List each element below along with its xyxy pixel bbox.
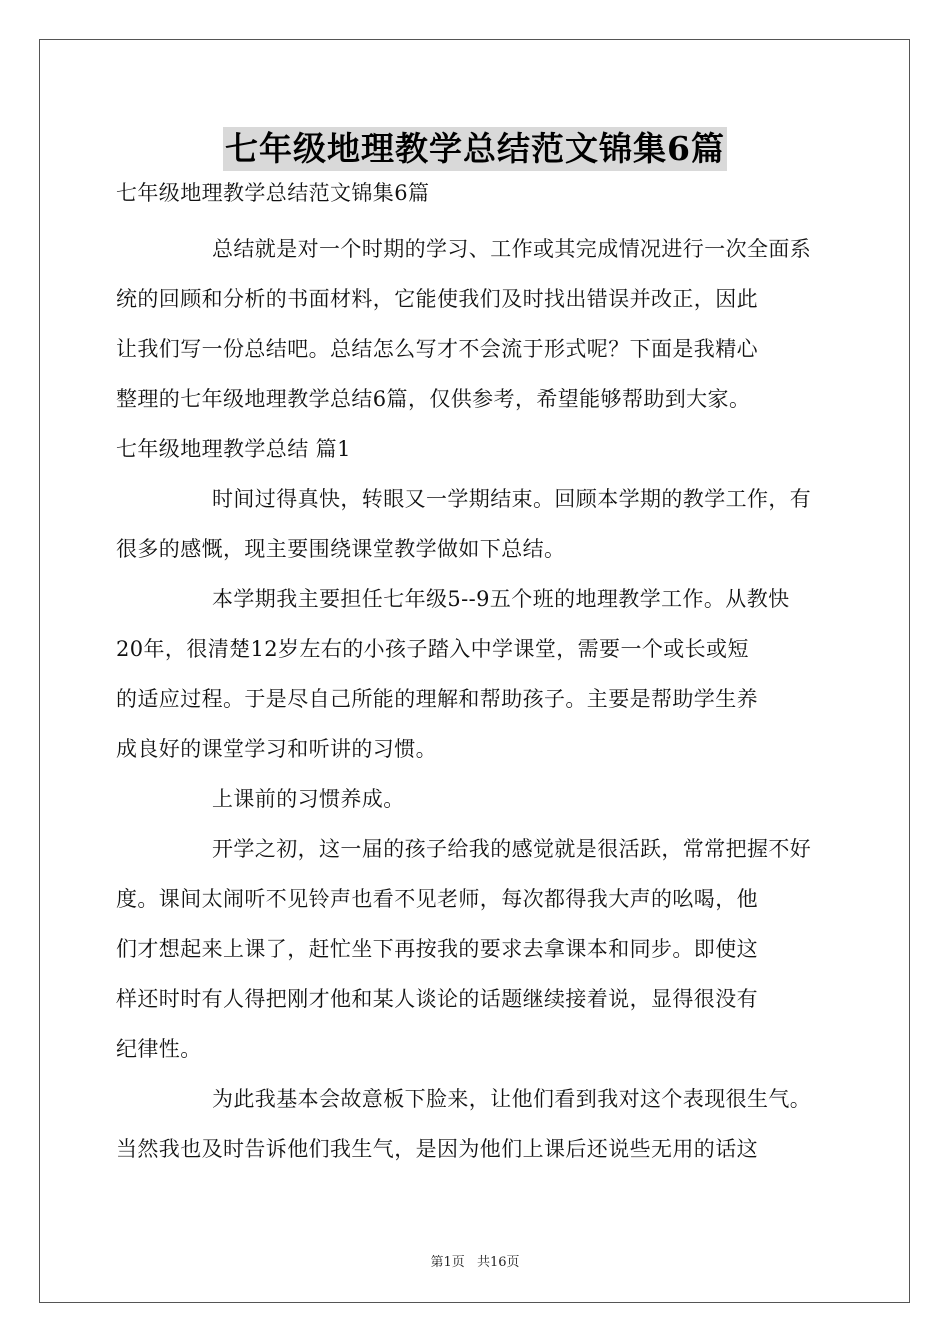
section-heading: 七年级地理教学总结 篇1 <box>116 437 351 461</box>
body-text-line: 当然我也及时告诉他们我生气，是因为他们上课后还说些无用的话这 <box>116 1137 758 1161</box>
body-text-line: 为此我基本会故意板下脸来，让他们看到我对这个表现很生气。 <box>212 1087 812 1111</box>
body-text-line: 纪律性。 <box>116 1037 202 1061</box>
body-text-line: 上课前的习惯养成。 <box>212 787 405 811</box>
body-text-line: 统的回顾和分析的书面材料，它能使我们及时找出错误并改正，因此 <box>116 287 758 311</box>
body-text-line: 开学之初，这一届的孩子给我的感觉就是很活跃，常常把握不好 <box>212 837 812 861</box>
body-text-line: 的适应过程。于是尽自己所能的理解和帮助孩子。主要是帮助学生养 <box>116 687 758 711</box>
document-title: 七年级地理教学总结范文锦集6篇 <box>223 127 727 171</box>
body-text-line: 时间过得真快，转眼又一学期结束。回顾本学期的教学工作，有 <box>212 487 812 511</box>
body-text-line: 总结就是对一个时期的学习、工作或其完成情况进行一次全面系 <box>212 237 812 261</box>
body-text-line: 样还时时有人得把刚才他和某人谈论的话题继续接着说，显得很没有 <box>116 987 758 1011</box>
body-text-line: 成良好的课堂学习和听讲的习惯。 <box>116 737 437 761</box>
body-text-line: 很多的感慨，现主要围绕课堂教学做如下总结。 <box>116 537 566 561</box>
body-text-line: 20年，很清楚12岁左右的小孩子踏入中学课堂，需要一个或长或短 <box>116 637 749 661</box>
body-text-line: 本学期我主要担任七年级5--9五个班的地理教学工作。从教快 <box>212 587 790 611</box>
page-footer <box>0 1251 950 1270</box>
page-number-current: 第1页 <box>430 1255 465 1270</box>
body-text-line: 整理的七年级地理教学总结6篇，仅供参考，希望能够帮助到大家。 <box>116 387 751 411</box>
body-text-line: 度。课间太闹听不见铃声也看不见老师，每次都得我大声的吆喝，他 <box>116 887 758 911</box>
body-text-line: 们才想起来上课了，赶忙坐下再按我的要求去拿课本和同步。即使这 <box>116 937 758 961</box>
title-container <box>0 127 950 171</box>
page-number-total: 共16页 <box>476 1255 520 1270</box>
document-subtitle: 七年级地理教学总结范文锦集6篇 <box>116 181 430 205</box>
body-text-line: 让我们写一份总结吧。总结怎么写才不会流于形式呢？下面是我精心 <box>116 337 758 361</box>
